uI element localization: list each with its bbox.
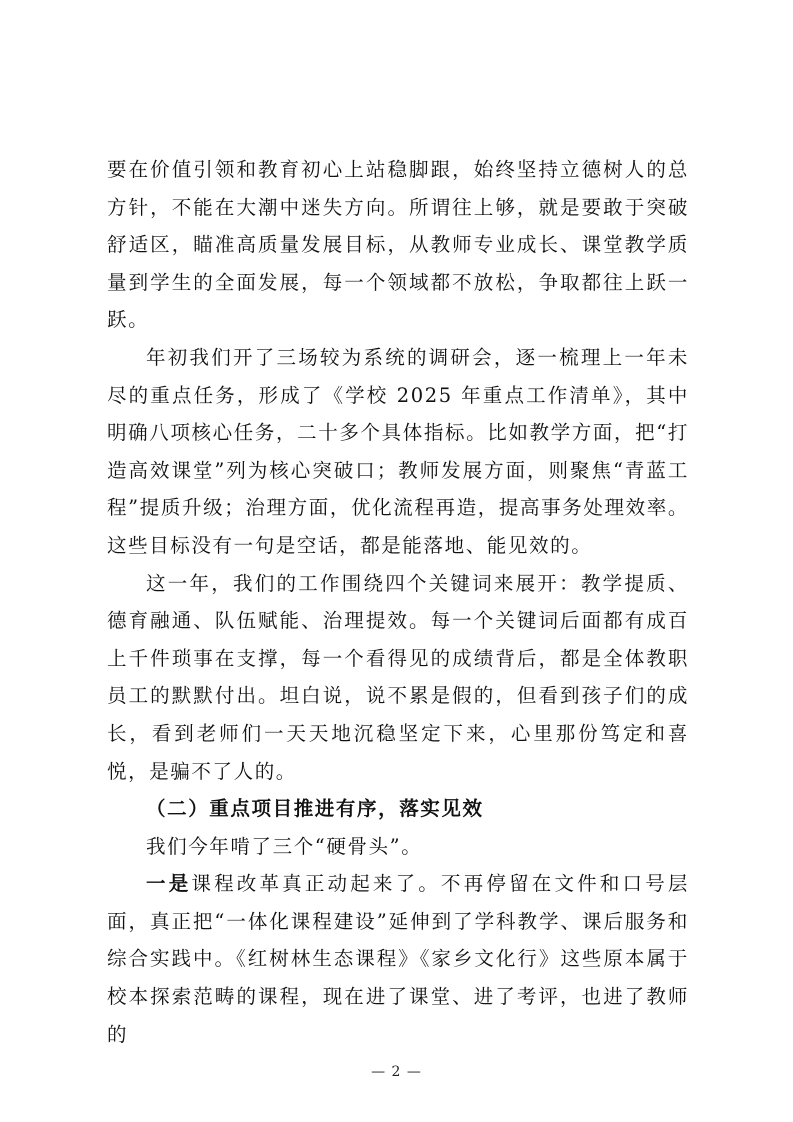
paragraph-continuation: 要在价值引领和教育初心上站稳脚跟，始终坚持立德树人的总方针，不能在大潮中迷失方向。所谓往上够，就是要敢于突破舒适区，瞄准高质量发展目标，从教师专业成长、课堂教学质量到学生的全面发展，每一个领域都不放松，争取都往上跃一跃。 (107, 158, 689, 332)
section-heading: （二）重点项目推进有序，落实见效 (146, 797, 484, 821)
document-body (107, 151, 689, 1053)
item-one-lead: 一是 (146, 872, 192, 896)
paragraph-annual-plan: 年初我们开了三场较为系统的调研会，逐一梳理上一年未尽的重点任务，形成了《学校 2025 年重点工作清单》，其中明确八项核心任务，二十多个具体指标。比如教学方面，把“打造高效课堂”列为核心突破口；教师发展方面，则聚焦“青蓝工程”提质升级；治理方面，优化流程再造，提高事务处理效率。这些目标没有一句是空话，都是能落地、能见效的。 (107, 345, 689, 557)
paragraph-item-one (107, 865, 689, 1053)
item-one-text: 课程改革真正动起来了。不再停留在文件和口号层面，真正把“一体化课程建设”延伸到了学科教学、课后服务和综合实践中。《红树林生态课程》《家乡文化行》这些原本属于校本探索范畴的课程，现在进了课堂、进了考评，也进了教师的 (107, 872, 690, 1046)
paragraph-intro: 我们今年啃了三个“硬骨头”。 (146, 834, 423, 858)
paragraph-four-keywords: 这一年，我们的工作围绕四个关键词来展开：教学提质、德育融通、队伍赋能、治理提效。每一个关键词后面都有成百上千件琐事在支撑，每一个看得见的成绩背后，都是全体教职员工的默默付出。坦白说，说不累是假的，但看到孩子们的成长，看到老师们一天天地沉稳坚定下来，心里那份笃定和喜悦，是骗不了人的。 (107, 571, 689, 783)
page-number: — 2 — (371, 1064, 422, 1080)
